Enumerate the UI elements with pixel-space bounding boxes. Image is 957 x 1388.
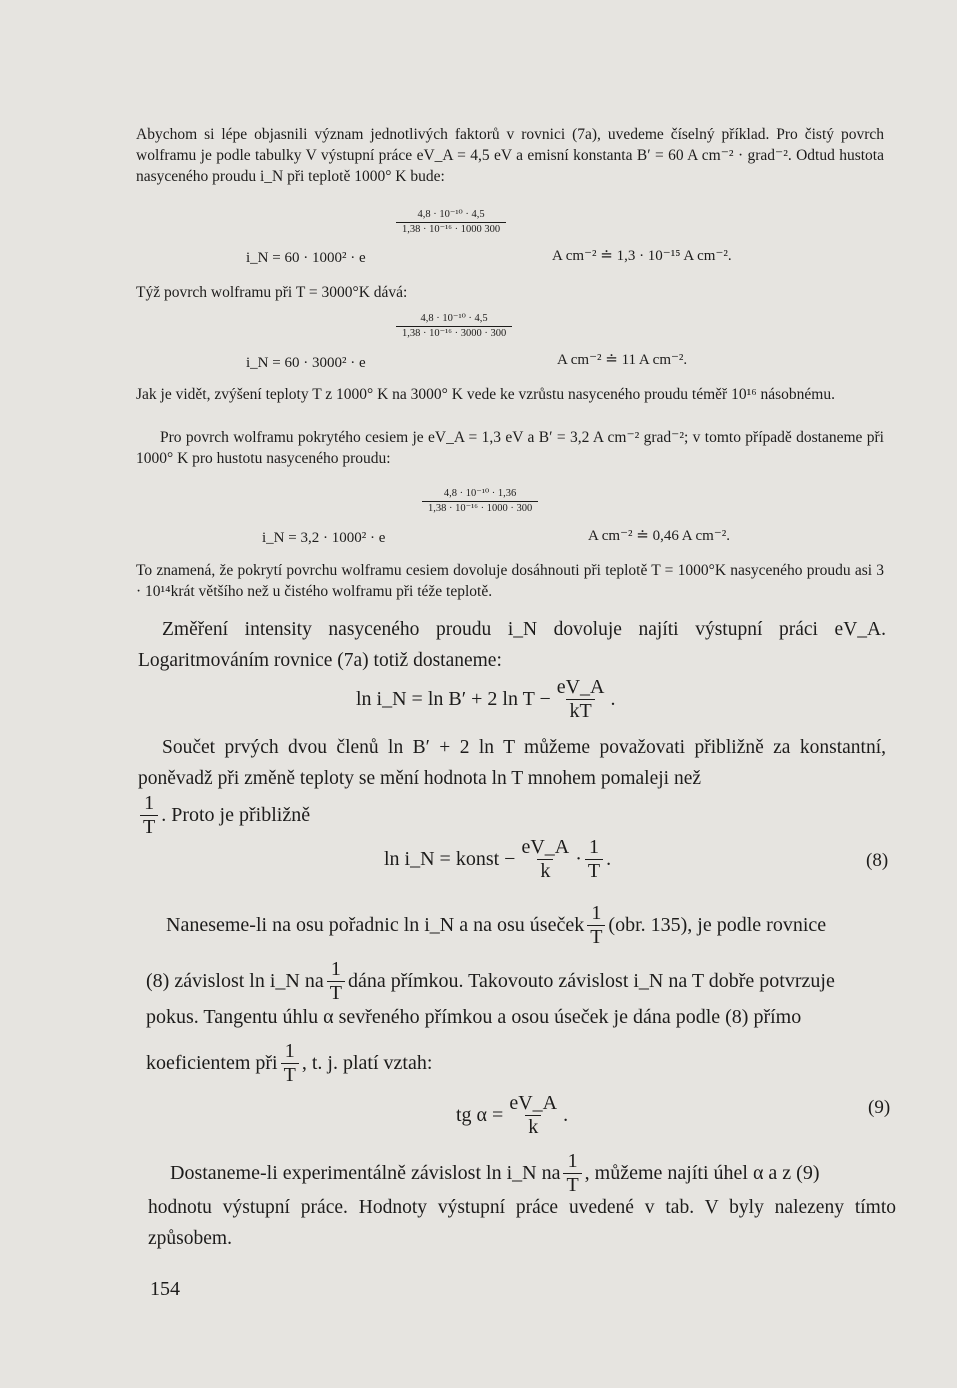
paragraph-sum-terms-end: [140, 792, 310, 839]
equation-8-denominator-2: T: [585, 859, 603, 883]
page-number: 154: [150, 1278, 180, 1300]
equation-9-lhs: tg α =: [456, 1104, 504, 1126]
paragraph-plot-line-2: [146, 958, 835, 1005]
equation-8-lhs: ln i_N = konst −: [384, 848, 516, 870]
equation-8-fraction-1: [518, 836, 572, 883]
equation-log-denominator: kT: [566, 699, 594, 723]
equation-8-dot: ·: [575, 848, 582, 870]
paragraph-plot-line-1-fraction: [587, 902, 605, 949]
equation-8-end: .: [606, 848, 612, 870]
paragraph-experiment-fraction: [563, 1150, 581, 1197]
equation-8: [384, 836, 611, 883]
paragraph-plot-line-2-fraction: [327, 958, 345, 1005]
equation-9-fraction: [506, 1092, 560, 1139]
one-over-t-fraction: [140, 792, 158, 839]
equation-8-fraction-2: [585, 836, 603, 883]
equation-8-number: (8): [866, 850, 889, 871]
paragraph-plot-line-1: [166, 902, 826, 949]
paragraph-cesium-surface: Pro povrch wolframu pokrytého cesiem je eV_A = 1,3 eV a B′ = 3,2 A cm⁻² grad⁻²; v tomto případě dostaneme při 1000° K pro hustotu nasyceného proudu:: [136, 429, 884, 467]
equation-2-exponent-numerator: 4,8 · 10⁻¹⁰ · 4,5: [420, 313, 488, 324]
paragraph-plot-line-1-numerator: 1: [591, 902, 602, 924]
equation-1-lhs-text: i_N = 60 · 1000² · e: [246, 250, 366, 266]
equation-2-lhs-text: i_N = 60 · 3000² · e: [246, 355, 366, 371]
paragraph-plot-line-4-text-a: koeficientem při: [146, 1052, 278, 1074]
paragraph-plot-line-1-text-b: (obr. 135), je podle rovnice: [608, 914, 827, 936]
paragraph-experiment-line-1-text-a: Dostaneme-li experimentálně závislost ln i_N na: [170, 1162, 561, 1184]
equation-log-fraction: [554, 676, 608, 723]
equation-2-rhs-text: A cm⁻² ≐ 11 A cm⁻².: [557, 352, 688, 368]
equation-1-exponent: [396, 208, 506, 237]
paragraph-experiment-line-1: [170, 1150, 820, 1197]
equation-9-end: .: [563, 1104, 569, 1126]
paragraph-measurement: Změření intensity nasyceného proudu i_N dovoluje najíti výstupní práci eV_A. Logaritmováním rovnice (7a) totiž dostaneme:: [138, 619, 886, 671]
equation-3-rhs-text: A cm⁻² ≐ 0,46 A cm⁻².: [588, 528, 730, 544]
equation-8-denominator-1: k: [537, 859, 553, 883]
paragraph-plot-line-4-numerator: 1: [284, 1040, 295, 1062]
paragraph-sum-terms-end-text: . Proto je přibližně: [161, 804, 311, 826]
paragraph-plot-line-2-denominator: T: [327, 981, 345, 1005]
paragraph-temperature-increase: Jak je vidět, zvýšení teploty T z 1000° K na 3000° K vede ke vzrůstu nasyceného proudu téměř 10¹⁶ násobnému.: [136, 386, 835, 403]
equation-9: [456, 1092, 568, 1139]
equation-1-exponent-numerator: 4,8 · 10⁻¹⁰ · 4,5: [417, 209, 485, 220]
equation-2-exponent: [396, 312, 512, 341]
equation-3-lhs: [262, 530, 385, 547]
paragraph-plot-line-4: [146, 1040, 432, 1087]
paragraph-plot-line-2-numerator: 1: [330, 958, 341, 980]
equation-2-rhs: [557, 350, 687, 369]
equation-9-numerator: eV_A: [509, 1092, 558, 1114]
equation-3-rhs: [588, 526, 730, 545]
paragraph-sum-terms: Součet prvých dvou členů ln B′ + 2 ln T můžeme považovati přibližně za konstantní, poněvadž při změně teploty se mění hodnota ln T mnohem pomaleji než: [138, 737, 886, 789]
paragraph-intro: Abychom si lépe objasnili význam jednotlivých faktorů v rovnici (7a), uvedeme číselný příklad. Pro čistý povrch wolframu je podle tabulky V výstupní práce eV_A = 4,5 eV a emisní konstanta B′ = 60 A cm⁻² · grad⁻². Odtud hustota nasyceného proudu i_N při teplotě 1000° K bude:: [136, 126, 884, 185]
equation-log-end: .: [610, 688, 616, 710]
equation-9-denominator: k: [525, 1115, 541, 1139]
equation-log: [356, 676, 615, 723]
equation-8-numerator-2: 1: [589, 836, 600, 858]
paragraph-same-surface: Týž povrch wolframu při T = 3000°K dává:: [136, 284, 408, 301]
paragraph-experiment-numerator: 1: [567, 1150, 578, 1172]
equation-log-numerator: eV_A: [556, 676, 605, 698]
equation-9-number: (9): [868, 1097, 891, 1118]
paragraph-plot-line-2-text-b: dána přímkou. Takovouto závislost i_N na T dobře potvrzuje: [347, 970, 835, 992]
one-over-t-denominator: T: [140, 815, 158, 839]
equation-8-numerator-1: eV_A: [521, 836, 570, 858]
paragraph-experiment-line-1-text-b: , můžeme najíti úhel α a z (9): [584, 1162, 820, 1184]
equation-log-lhs: ln i_N = ln B′ + 2 ln T −: [356, 688, 551, 710]
paragraph-plot-line-3: [146, 1005, 801, 1029]
paragraph-plot-line-3-text: pokus. Tangentu úhlu α sevřeného přímkou a osou úseček je dána podle (8) přímo: [146, 1005, 802, 1028]
equation-3-exponent-numerator: 4,8 · 10⁻¹⁰ · 1,36: [443, 488, 517, 499]
paragraph-plot-line-4-text-b: , t. j. platí vztah:: [301, 1052, 433, 1074]
paragraph-plot-line-4-fraction: [281, 1040, 299, 1087]
equation-2-lhs: [246, 355, 366, 372]
equation-2-exponent-denominator: 1,38 · 10⁻¹⁶ · 3000 · 300: [396, 326, 512, 341]
paragraph-experiment-denominator: T: [563, 1173, 581, 1197]
paragraph-plot-line-2-text-a: (8) závislost ln i_N na: [146, 970, 324, 992]
paragraph-plot-line-4-denominator: T: [281, 1063, 299, 1087]
equation-1-exponent-denominator: 1,38 · 10⁻¹⁶ · 1000 300: [396, 222, 506, 237]
paragraph-cesium-conclusion: To znamená, že pokrytí povrchu wolframu cesiem dovoluje dosáhnouti při teplotě T = 1000°K nasyceného proudu asi 3 · 10¹⁴krát většího než u čistého wolframu při téže teplotě.: [136, 562, 884, 600]
equation-3-exponent: [422, 487, 538, 516]
equation-1-lhs: [246, 250, 366, 267]
equation-3-lhs-text: i_N = 3,2 · 1000² · e: [262, 530, 386, 546]
equation-3-exponent-denominator: 1,38 · 10⁻¹⁶ · 1000 · 300: [422, 501, 538, 516]
paragraph-plot-line-1-text-a: Naneseme-li na osu pořadnic ln i_N a na osu úseček: [166, 914, 585, 936]
one-over-t-numerator: 1: [144, 792, 155, 814]
paragraph-experiment-line-2: hodnotu výstupní práce. Hodnoty výstupní práce uvedené v tab. V byly nalezeny tímto způsobem.: [148, 1197, 896, 1249]
equation-1-rhs: [552, 246, 732, 265]
equation-1-rhs-text: A cm⁻² ≐ 1,3 · 10⁻¹⁵ A cm⁻².: [552, 248, 732, 264]
paragraph-plot-line-1-denominator: T: [587, 925, 605, 949]
